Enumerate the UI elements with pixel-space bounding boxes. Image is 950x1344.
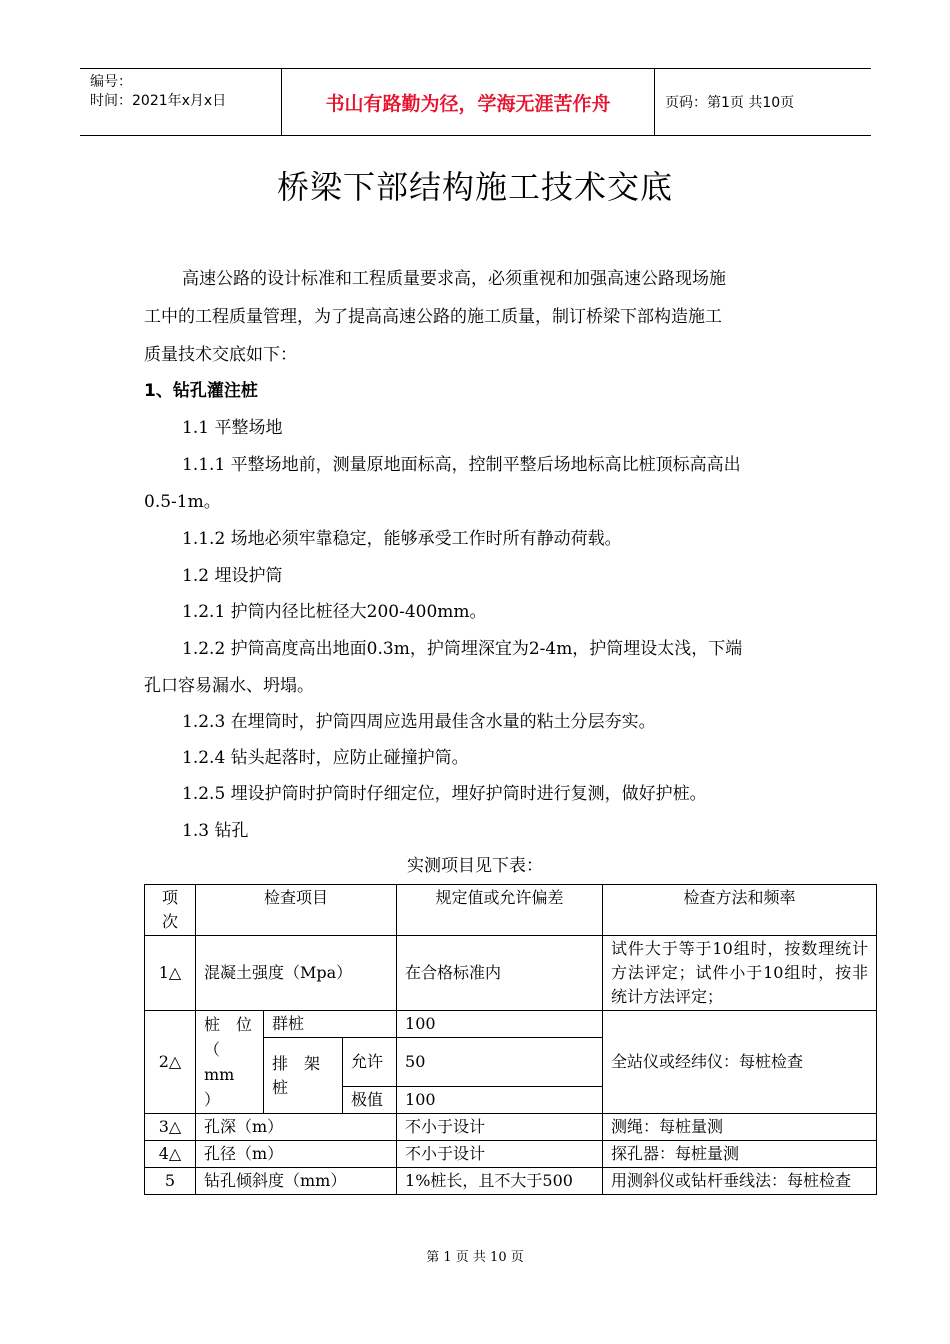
row1-method: 试件大于等于10组时，按数理统计方法评定；试件小于10组时，按非统计方法评定； [603,936,877,1011]
subsection-1-3: 1.3 钻孔 [182,821,249,841]
row1-seq: 1△ [145,936,196,1011]
header-spec: 规定值或允许偏差 [397,885,603,936]
section-heading: 1、钻孔灌注桩 [144,381,258,401]
row3-item: 孔深（m） [196,1114,397,1141]
row5-seq: 5 [145,1168,196,1195]
clause-1-2-1: 1.2.1 护筒内径比桩径大200-400mm。 [182,602,487,622]
row2-value-3: 100 [397,1087,603,1114]
header-page-info: 页码：第1页 共10页 [665,95,795,111]
row2-sub-group: 群桩 [264,1011,397,1038]
header-meta [80,69,281,135]
table-row [145,936,877,1011]
inspection-table [144,884,877,1195]
row4-spec: 不小于设计 [397,1141,603,1168]
clause-1-2-2: 1.2.2 护筒高度高出地面0.3m，护筒埋深宜为2-4m，护筒埋设太浅，下端 [182,639,743,659]
intro-line-3: 质量技术交底如下： [144,345,297,365]
row3-spec: 不小于设计 [397,1114,603,1141]
row1-spec: 在合格标准内 [397,936,603,1011]
table-row [145,1011,877,1038]
header-motto: 书山有路勤为径，学海无涯苦作舟 [281,69,655,135]
clause-1-2-2-cont: 孔口容易漏水、坍塌。 [144,676,314,696]
intro-line-1: 高速公路的设计标准和工程质量要求高，必须重视和加强高速公路现场施 [182,269,726,289]
table-row [145,1141,877,1168]
row3-method: 测绳：每桩量测 [603,1114,877,1141]
row2-value-2: 50 [397,1038,603,1087]
row2-sub-frame: 排 架 桩 [264,1038,343,1114]
row2-allow: 允许 [343,1038,397,1087]
row4-method: 探孔器：每桩量测 [603,1141,877,1168]
document-title: 桥梁下部结构施工技术交底 [276,168,673,206]
header-seq: 项 次 [145,885,196,936]
row1-item: 混凝土强度（Mpa） [196,936,397,1011]
intro-line-2: 工中的工程质量管理，为了提高高速公路的施工质量，制订桥梁下部构造施工 [144,307,722,327]
table-header-row [145,885,877,936]
subsection-1-1: 1.1 平整场地 [182,418,283,438]
clause-1-1-2: 1.1.2 场地必须牢靠稳定，能够承受工作时所有静动荷载。 [182,529,622,549]
document-header [80,68,871,136]
document-date: 时间：2021年x月x日 [90,93,227,109]
page-footer: 第 1 页 共 10 页 [426,1250,524,1265]
clause-1-1-1: 1.1.1 平整场地前，测量原地面标高，控制平整后场地标高比桩顶标高高出 [182,455,741,475]
row2-seq: 2△ [145,1011,196,1114]
clause-1-2-5: 1.2.5 埋设护筒时护筒时仔细定位，埋好护筒时进行复测，做好护桩。 [182,784,707,804]
row5-spec: 1%桩长，且不大于500 [397,1168,603,1195]
table-row [145,1114,877,1141]
header-method: 检查方法和频率 [603,885,877,936]
document-number-label: 编号： [90,74,132,90]
header-item: 检查项目 [196,885,397,936]
clause-1-2-3: 1.2.3 在埋筒时，护筒四周应选用最佳含水量的粘土分层夯实。 [182,712,656,732]
row2-value-1: 100 [397,1011,603,1038]
row4-seq: 4△ [145,1141,196,1168]
clause-1-1-1-cont: 0.5-1m。 [144,492,221,512]
clause-1-2-4: 1.2.4 钻头起落时，应防止碰撞护筒。 [182,748,469,768]
row2-method: 全站仪或经纬仪：每桩检查 [603,1011,877,1114]
row2-item: 桩 位 （ mm ） [196,1011,264,1114]
row5-method: 用测斜仪或钻杆垂线法：每桩检查 [603,1168,877,1195]
row2-limit: 极值 [343,1087,397,1114]
row3-seq: 3△ [145,1114,196,1141]
table-caption: 实测项目见下表： [407,856,543,876]
subsection-1-2: 1.2 埋设护筒 [182,566,283,586]
row4-item: 孔径（m） [196,1141,397,1168]
table-row [145,1168,877,1195]
row5-item: 钻孔倾斜度（mm） [196,1168,397,1195]
